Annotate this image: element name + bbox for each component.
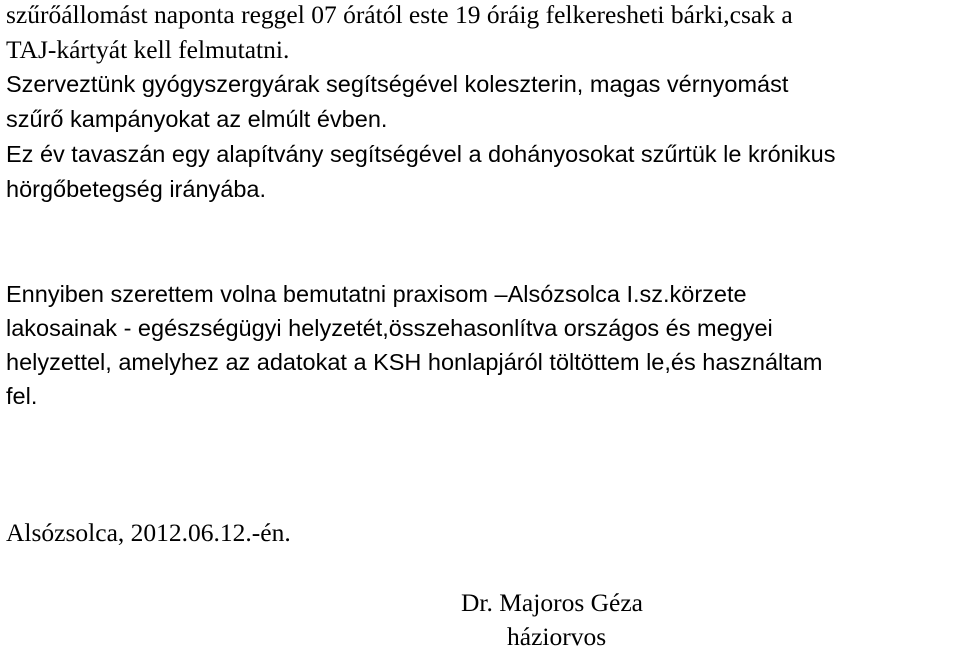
signature-name: Dr. Majoros Géza — [461, 588, 643, 617]
presentation-text-line-4: fel. — [6, 383, 38, 409]
campaigns-text-line-2: szűrő kampányokat az elmúlt évben. — [6, 106, 388, 132]
place-date: Alsózsolca, 2012.06.12.-én. — [6, 518, 291, 547]
presentation-text-line-3: helyzettel, amelyhez az adatokat a KSH honlapjáról töltöttem le,és használtam — [6, 349, 823, 375]
signature-title: háziorvos — [507, 622, 607, 651]
presentation-text-line-1: Ennyiben szerettem volna bemutatni praxisom –Alsózsolca I.sz.körzete — [6, 281, 747, 307]
screening-text-line-1: szűrőállomást naponta reggel 07 órától este 19 óráig felkeresheti bárki,csak a — [6, 0, 793, 29]
presentation-text-line-2: lakosainak - egészségügyi helyzetét,összehasonlítva országos és megyei — [6, 315, 773, 341]
campaigns-text-line-4: hörgőbetegség irányába. — [6, 176, 267, 202]
screening-text-line-2: TAJ-kártyát kell felmutatni. — [6, 35, 290, 64]
campaigns-text-line-1: Szerveztünk gyógyszergyárak segítségével koleszterin, magas vérnyomást — [6, 71, 789, 97]
campaigns-text-line-3: Ez év tavaszán egy alapítvány segítségével a dohányosokat szűrtük le krónikus — [6, 141, 836, 167]
